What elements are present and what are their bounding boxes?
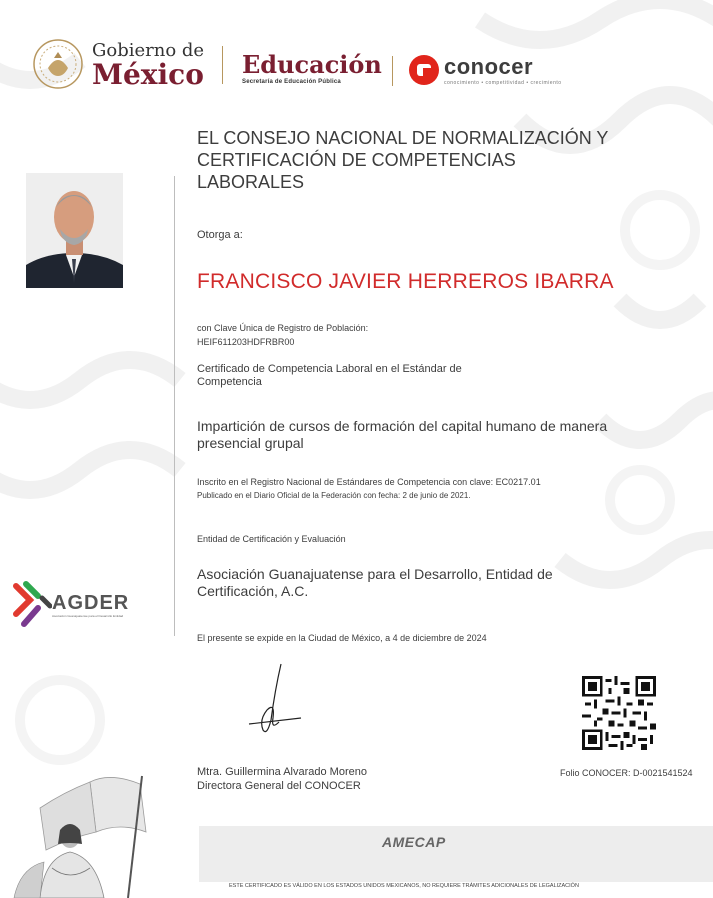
entity-line-2: Certificación, A.C. — [197, 583, 309, 599]
folio-number: Folio CONOCER: D-0021541524 — [560, 768, 693, 778]
issued-text: El presente se expide en la Ciudad de México, a 4 de diciembre de 2024 — [197, 633, 487, 643]
conocer-logo-icon — [408, 54, 440, 86]
standard-line-1: Impartición de cursos de formación del capital humano de manera — [197, 418, 608, 434]
educacion-title: Educación — [242, 50, 382, 79]
agder-tagline: Asociación Guanajuatense para el Desarrollo Entidad — [52, 614, 124, 618]
recipient-photo — [26, 173, 123, 288]
competency-standard — [197, 418, 607, 452]
agder-name: AGDER — [52, 592, 130, 614]
recipient-name: FRANCISCO JAVIER HERREROS IBARRA — [197, 270, 614, 293]
gobierno-line1: Gobierno de — [92, 39, 205, 61]
title-line-2: CERTIFICACIÓN DE COMPETENCIAS — [197, 150, 516, 170]
curp-value: HEIF611203HDFRBR00 — [197, 337, 295, 347]
conocer-name: conocer — [444, 54, 534, 79]
coat-of-arms-icon — [30, 38, 86, 90]
amecap-logo: AMECAP — [382, 834, 446, 850]
grants-label: Otorga a: — [197, 229, 243, 241]
flag-woman-illustration — [0, 772, 150, 898]
entity-label: Entidad de Certificación y Evaluación — [197, 534, 346, 544]
title-line-1: EL CONSEJO NACIONAL DE NORMALIZACIÓN Y — [197, 128, 609, 148]
certification-entity — [197, 566, 553, 600]
footer-band — [199, 826, 713, 882]
signer-title: Directora General del CONOCER — [197, 780, 361, 792]
agder-logo — [12, 580, 142, 632]
conocer-tagline: conocimiento • competitividad • crecimiento — [444, 80, 562, 86]
conocer-logo — [408, 54, 562, 86]
gobierno-de-mexico-logo — [30, 38, 204, 90]
curp-label: con Clave Única de Registro de Población: — [197, 323, 369, 333]
educacion-subtitle: Secretaría de Educación Pública — [242, 79, 341, 85]
header-divider-2 — [392, 56, 393, 86]
signature — [245, 660, 305, 750]
qr-code — [582, 676, 656, 750]
certificate-type — [197, 363, 462, 389]
agder-logo-icon — [12, 580, 52, 630]
cert-type-line-1: Certificado de Competencia Laboral en el Estándar de — [197, 363, 462, 375]
entity-line-1: Asociación Guanajuatense para el Desarrollo, Entidad de — [197, 566, 553, 582]
cert-type-line-2: Competencia — [197, 376, 262, 388]
publication-text: Publicado en el Diario Oficial de la Federación con fecha: 2 de junio de 2021. — [197, 491, 471, 500]
signer-name: Mtra. Guillermina Alvarado Moreno — [197, 766, 367, 778]
header-divider — [222, 46, 223, 84]
educacion-logo — [242, 50, 382, 85]
standard-line-2: presencial grupal — [197, 435, 304, 451]
registry-text: Inscrito en el Registro Nacional de Estándares de Competencia con clave: EC0217.01 — [197, 477, 541, 487]
title-line-3: LABORALES — [197, 172, 305, 192]
gobierno-line2: México — [92, 57, 204, 91]
vertical-divider — [174, 176, 175, 636]
validity-notice: ESTE CERTIFICADO ES VÁLIDO EN LOS ESTADOS UNIDOS MEXICANOS, NO REQUIERE TRÁMITES ADICIONALES DE LEGALIZACIÓN — [229, 883, 579, 889]
certificate-title — [197, 127, 667, 193]
